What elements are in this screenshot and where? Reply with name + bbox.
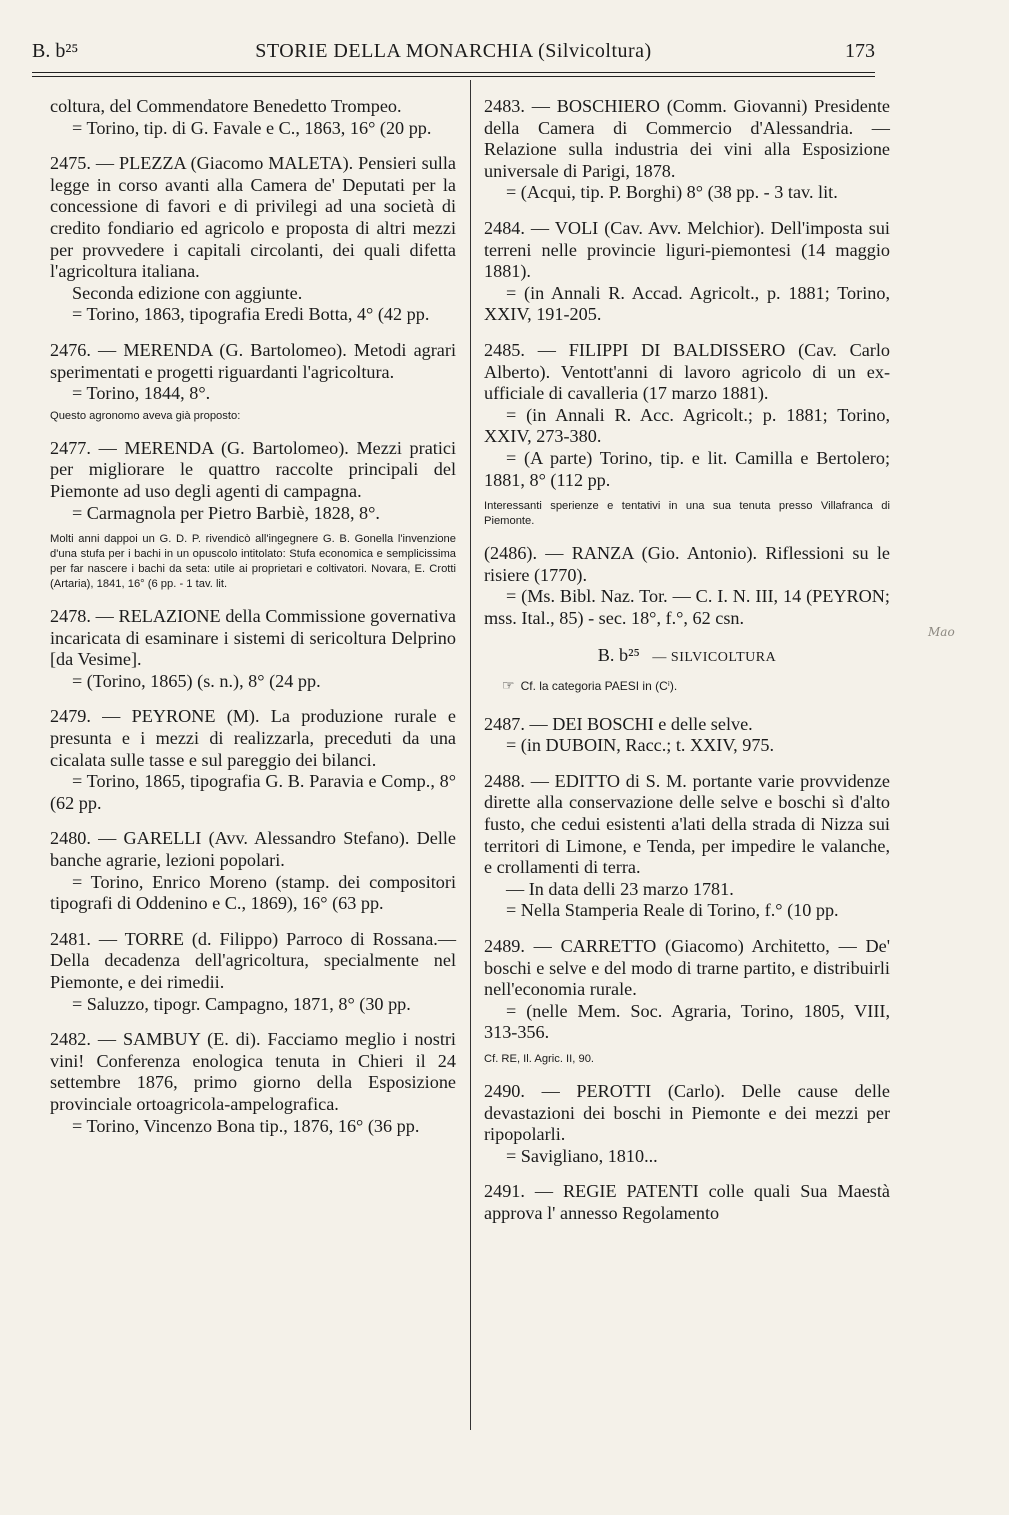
entry-2474-cont	[50, 96, 456, 139]
entry-edition: Seconda edizione con aggiunte.	[72, 282, 303, 303]
cross-reference-text: Cf. la categoria PAESI in (Cⁱ).	[520, 679, 678, 694]
entry-note: Molti anni dappoi un G. D. P. rivendicò all'ingegnere G. B. Gonella l'invenzione d'una stufa per i bachi in un opuscolo intitolato: Stufa economica e semplicissima per far nascere i bachi da seta: utile ai proprietari e coltivatori. Novara, E. Crotti (Artaria), 1841, 16° (6 pp. - 1 tav. lit.	[50, 533, 456, 591]
entry-text: coltura, del Commendatore Benedetto Trompeo.	[50, 96, 402, 116]
entry-imprint: = Torino, 1844, 8°.	[72, 383, 211, 404]
header-page-number: 173	[845, 40, 875, 62]
section-label: B. b²⁵	[597, 645, 640, 666]
entry-2481	[50, 929, 456, 1015]
entry-text: (2486). — RANZA (Gio. Antonio). Riflessioni su le risiere (1770).	[484, 543, 890, 585]
entry-imprint: = Torino, Vincenzo Bona tip., 1876, 16° (36 pp.	[72, 1115, 420, 1136]
entry-2476	[50, 340, 456, 405]
entry-2482	[50, 1029, 456, 1137]
entry-2484	[484, 218, 890, 326]
entry-imprint: = Nella Stamperia Reale di Torino, f.° (10 pp.	[506, 900, 839, 921]
entry-text: 2485. — FILIPPI DI BALDISSERO (Cav. Carlo Alberto). Ventott'anni di lavoro agricolo di un ex-ufficiale di cavalleria (17 marzo 1881).	[484, 339, 890, 404]
entry-text: 2479. — PEYRONE (M). La produzione rurale e presunta e i mezzi di realizzarla, preceduti da una cicalata sulle tasse e sul pareggio dei bilanci.	[50, 706, 456, 770]
entry-imprint: = Torino, 1865, tipografia G. B. Paravia e Comp., 8° (62 pp.	[50, 771, 456, 813]
entry-2491	[484, 1181, 890, 1224]
entry-text: 2483. — BOSCHIERO (Comm. Giovanni) Presidente della Camera di Commercio d'Alessandria. — Relazione sulla industria dei vini alla Esposizione universale di Parigi, 1878.	[484, 96, 890, 181]
entry-text: 2487. — DEI BOSCHI e delle selve.	[484, 713, 753, 734]
entry-imprint: = Torino, Enrico Moreno (stamp. dei compositori tipografi di Oddenino e C., 1869), 16° (63 pp.	[50, 871, 456, 914]
entry-text: 2475. — PLEZZA (Giacomo MALETA). Pensieri sulla legge in corso avanti alla Camera de' Deputati per la concessione di favori e di privilegi ad una società di credito fondiario ed agricolo e proposta di altri mezzi per provvedere i capitali circolanti, dei quali difetta l'agricoltura italiana.	[50, 153, 456, 282]
entry-2488	[484, 771, 890, 922]
entry-imprint: = (in Annali R. Accad. Agricolt., p. 1881; Torino, XXIV, 191-205.	[484, 282, 890, 325]
entry-imprint: = (nelle Mem. Soc. Agraria, Torino, 1805, VIII, 313-356.	[484, 1000, 890, 1043]
entry-2487	[484, 714, 890, 757]
entry-text: 2490. — PEROTTI (Carlo). Delle cause delle devastazioni dei boschi in Piemonte e dei mezzi per ripopolarli.	[484, 1080, 890, 1145]
entry-text: 2478. — RELAZIONE della Commissione governativa incaricata di esaminare i sistemi di sericoltura Delprino [da Vesime].	[50, 606, 456, 670]
entry-imprint: = (Ms. Bibl. Naz. Tor. — C. I. N. III, 14 (PEYRON; mss. Ital., 85) - sec. 18°, f.°, 62 csn.	[484, 586, 890, 628]
column-divider	[470, 80, 471, 1430]
entry-2478	[50, 606, 456, 692]
entry-text: 2484. — VOLI (Cav. Avv. Melchior). Dell'imposta sui terreni nelle provincie liguri-piemontesi (14 maggio 1881).	[484, 217, 890, 282]
entry-text: 2489. — CARRETTO (Giacomo) Architetto, — De' boschi e selve e del modo di trarne partito, e distribuirli nell'economia rurale.	[484, 936, 890, 1000]
entry-text: 2480. — GARELLI (Avv. Alessandro Stefano). Delle banche agrarie, lezioni popolari.	[50, 828, 456, 871]
margin-annotation: Mao	[928, 625, 955, 639]
entry-text: 2488. — EDITTO di S. M. portante varie provvidenze dirette alla conservazione delle selve e boschi sì d'alto fusto, che cedui esistenti a'lati della strada di Nizza sui territori di Limone, e Tenda, per impedire le valanche, e crollamenti di terra.	[484, 770, 890, 878]
entry-2489	[484, 936, 890, 1044]
entry-2485	[484, 340, 890, 491]
entry-imprint: = (Acqui, tip. P. Borghi) 8° (38 pp. - 3 tav. lit.	[506, 182, 838, 203]
entry-imprint: = Savigliano, 1810...	[506, 1145, 658, 1166]
entry-2479	[50, 706, 456, 814]
header-section: B. b²⁵	[32, 40, 79, 62]
entry-imprint-offprint: = (A parte) Torino, tip. e lit. Camilla e Bertolero; 1881, 8° (112 pp.	[484, 447, 890, 490]
entry-2486	[484, 543, 890, 629]
entry-text: 2477. — MERENDA (G. Bartolomeo). Mezzi pratici per migliorare le quattro raccolte principali del Piemonte ad uso degli agenti di campagna.	[50, 437, 456, 501]
entry-note: Interessanti sperienze e tentativi in una sua tenuta presso Villafranca di Piemonte.	[484, 500, 890, 528]
entry-2490	[484, 1081, 890, 1167]
entry-note: Questo agronomo aveva già proposto:	[50, 409, 241, 422]
entry-2477	[50, 438, 456, 524]
entry-2480	[50, 828, 456, 914]
cross-reference	[502, 675, 890, 698]
pointing-hand-icon: ☞	[502, 677, 515, 694]
entry-text: 2481. — TORRE (d. Filippo) Parroco di Rossana.—Della decadenza dell'agricoltura, specialmente nel Piemonte, e dei rimedii.	[50, 928, 456, 992]
header-rule	[32, 72, 875, 73]
entry-imprint: = (in DUBOIN, Racc.; t. XXIV, 975.	[506, 735, 775, 756]
entry-text: 2491. — REGIE PATENTI colle quali Sua Maestà approva l' annesso Regolamento	[484, 1181, 890, 1223]
entry-2475	[50, 153, 456, 326]
entry-2483	[484, 96, 890, 204]
entry-imprint: = Saluzzo, tipogr. Campagno, 1871, 8° (30 pp.	[72, 993, 411, 1014]
entry-imprint: = (Torino, 1865) (s. n.), 8° (24 pp.	[72, 670, 321, 691]
right-column	[484, 96, 890, 1239]
page-header	[32, 40, 875, 72]
entry-text: 2476. — MERENDA (G. Bartolomeo). Metodi agrari sperimentati e progetti riguardanti l'agricoltura.	[50, 339, 456, 382]
header-title: STORIE DELLA MONARCHIA (Silvicoltura)	[255, 40, 652, 62]
entry-imprint: = (in Annali R. Acc. Agricolt.; p. 1881; Torino, XXIV, 273-380.	[484, 404, 890, 447]
entry-imprint: = Torino, 1863, tipografia Eredi Botta, 4° (42 pp.	[72, 304, 430, 325]
entry-text: 2482. — SAMBUY (E. di). Facciamo meglio i nostri vini! Conferenza enologica tenuta in Chieri il 24 settembre 1876, primo giorno della Esposizione provinciale ortoagricola-ampelografica.	[50, 1029, 456, 1114]
left-column	[50, 96, 456, 1151]
entry-note: Cf. RE, Il. Agric. II, 90.	[484, 1052, 595, 1065]
entry-imprint: = Carmagnola per Pietro Barbiè, 1828, 8°.	[72, 502, 380, 523]
entry-date: — In data delli 23 marzo 1781.	[506, 878, 734, 899]
section-heading	[484, 645, 890, 669]
section-title: — SILVICOLTURA	[652, 650, 777, 666]
header-rule-2	[32, 76, 875, 77]
entry-imprint: = Torino, tip. di G. Favale e C., 1863, 16° (20 pp.	[72, 117, 432, 138]
